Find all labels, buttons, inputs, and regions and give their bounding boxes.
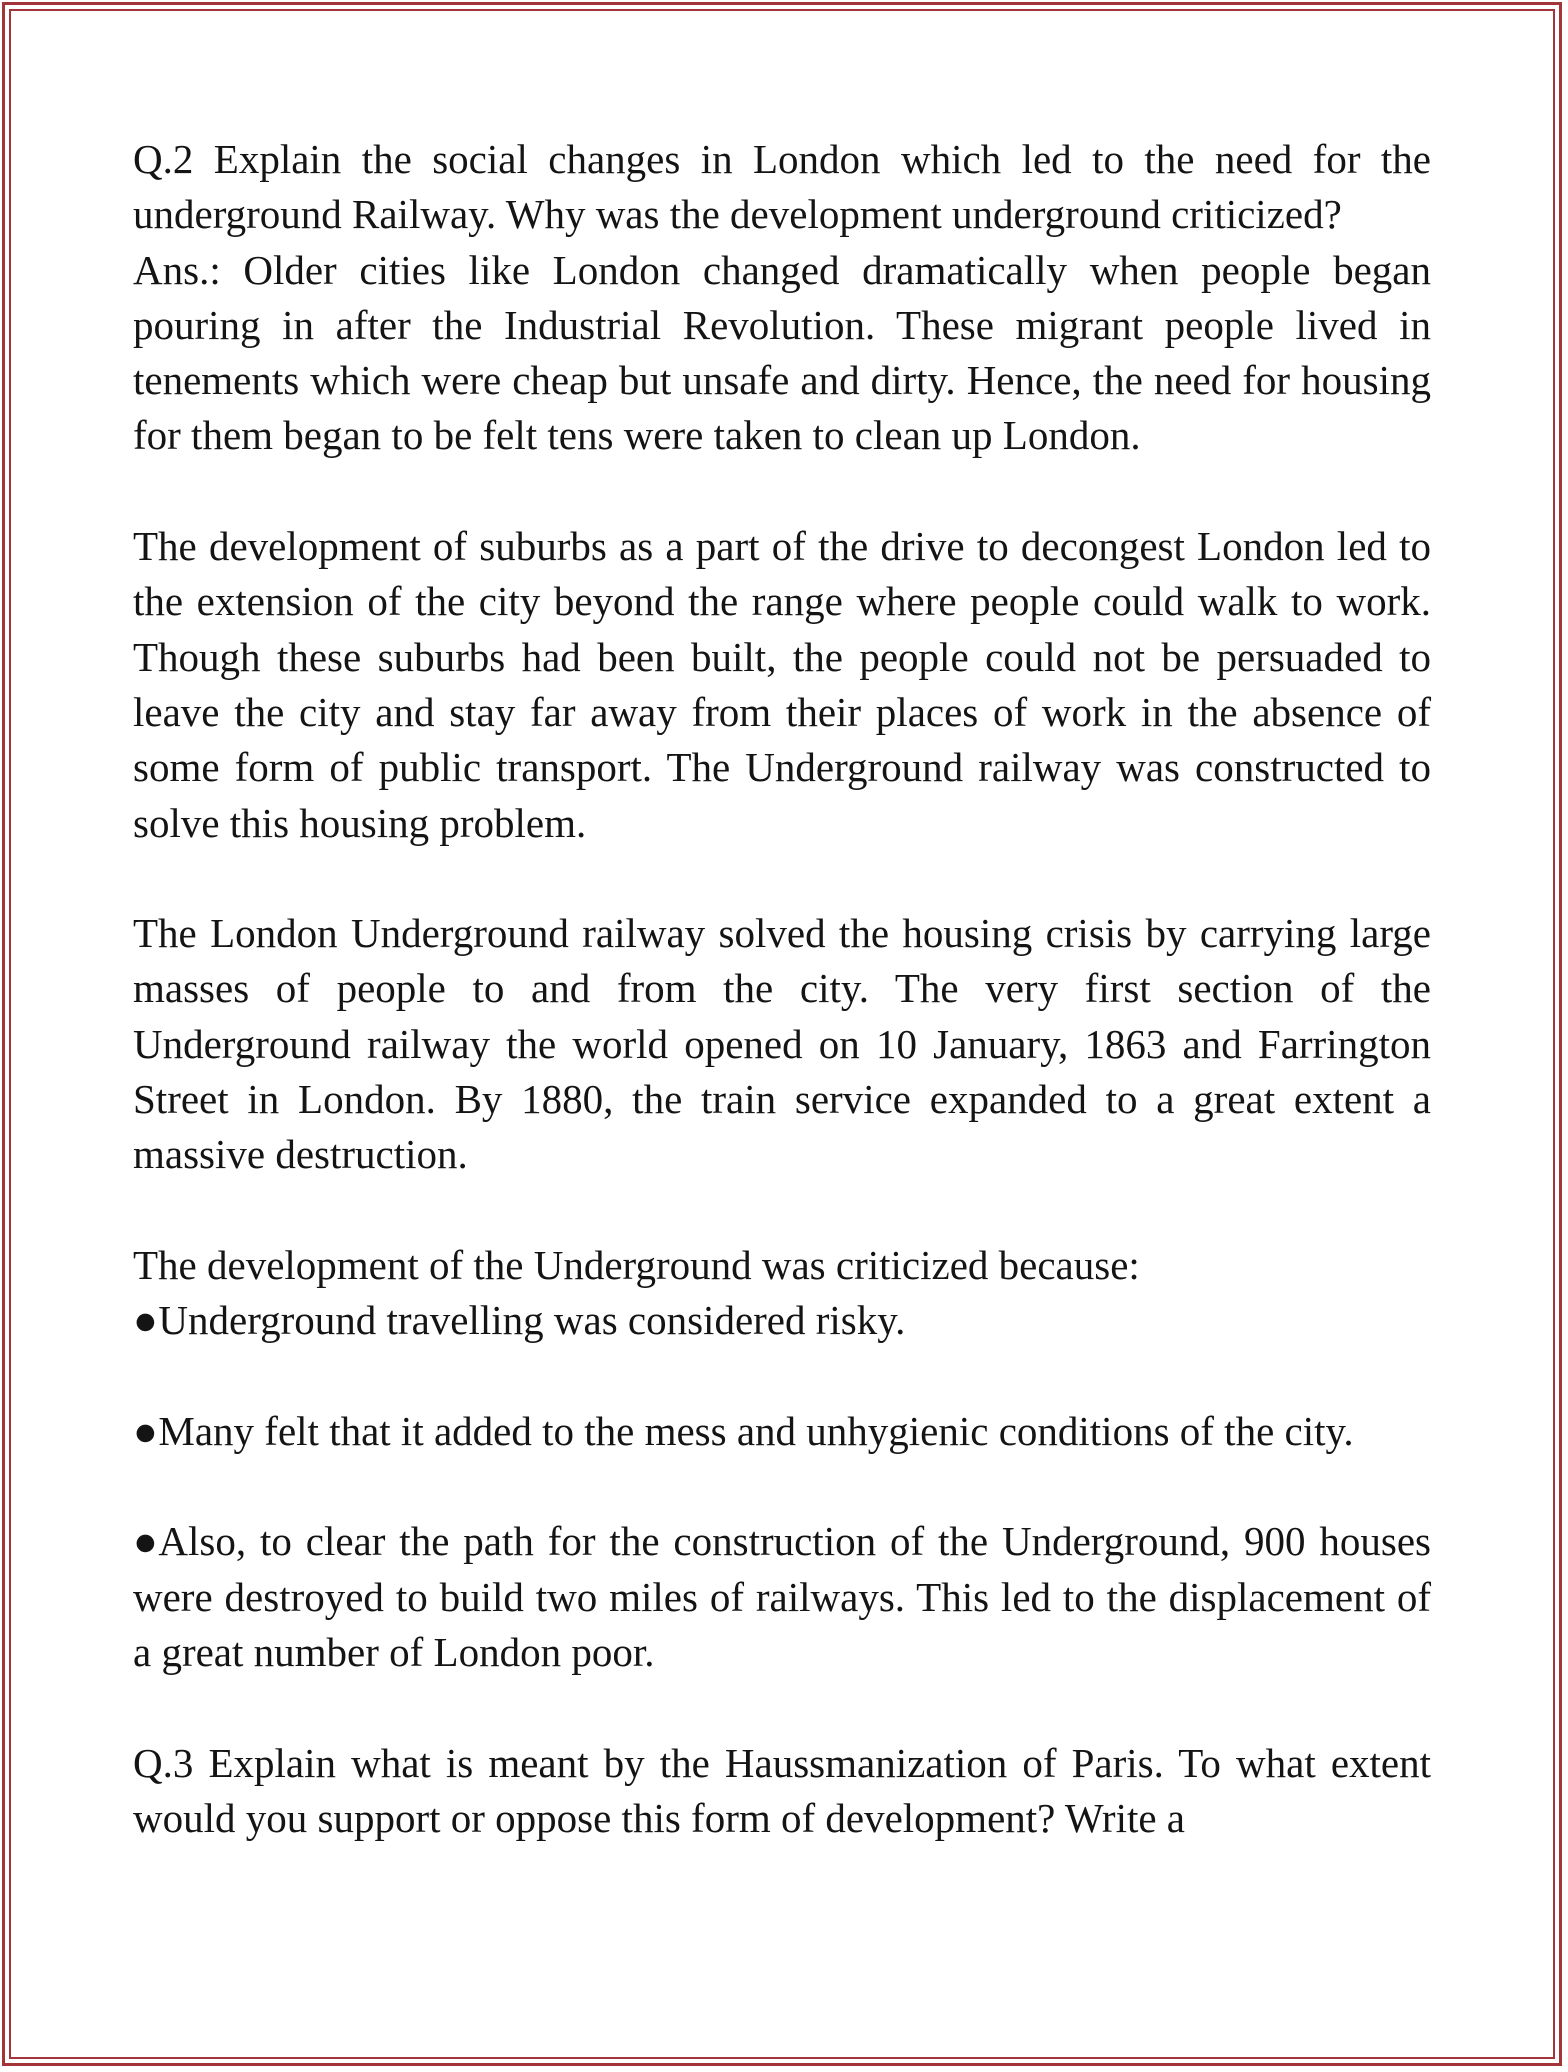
bullet-icon: ●: [133, 1297, 158, 1344]
criticism-point-2: [133, 1404, 1431, 1459]
criticism-point-text: Underground travelling was considered risky.: [158, 1297, 906, 1344]
criticism-point-text: Also, to clear the path for the construction of the Underground, 900 houses were destroyed to build two miles of railways. This led to the displacement of a great number of London poor.: [133, 1518, 1431, 1676]
question-2: Q.2 Explain the social changes in London which led to the need for the underground Railway. Why was the development underground criticized?: [133, 136, 1431, 238]
criticism-point-3: [133, 1514, 1431, 1680]
bullet-icon: ●: [133, 1407, 158, 1454]
document-body: [133, 132, 1431, 1846]
question-3: Q.3 Explain what is meant by the Haussmanization of Paris. To what extent would you support or oppose this form of development? Write a: [133, 1739, 1431, 1841]
criticism-intro: The development of the Underground was criticized because:: [133, 1241, 1140, 1288]
criticism-point-1: [133, 1293, 1431, 1348]
answer-paragraph-2: The development of suburbs as a part of the drive to decongest London led to the extension of the city beyond the range where people could walk to work. Though these suburbs had been built, the people could not be persuaded to leave the city and stay far away from their places of work in the absence of some form of public transport. The Underground railway was constructed to solve this housing problem.: [133, 523, 1431, 846]
criticism-point-text: Many felt that it added to the mess and unhygienic conditions of the city.: [158, 1407, 1354, 1454]
answer-paragraph-3: The London Underground railway solved the housing crisis by carrying large masses of people to and from the city. The very first section of the Underground railway the world opened on 10 January, 1863 and Farrington Street in London. By 1880, the train service expanded to a great extent a massive destruction.: [133, 910, 1431, 1178]
bullet-icon: ●: [133, 1518, 158, 1565]
answer-paragraph-1: Ans.: Older cities like London changed dramatically when people began pouring in after the Industrial Revolution. These migrant people lived in tenements which were cheap but unsafe and dirty. Hence, the need for housing for them began to be felt tens were taken to clean up London.: [133, 246, 1431, 459]
